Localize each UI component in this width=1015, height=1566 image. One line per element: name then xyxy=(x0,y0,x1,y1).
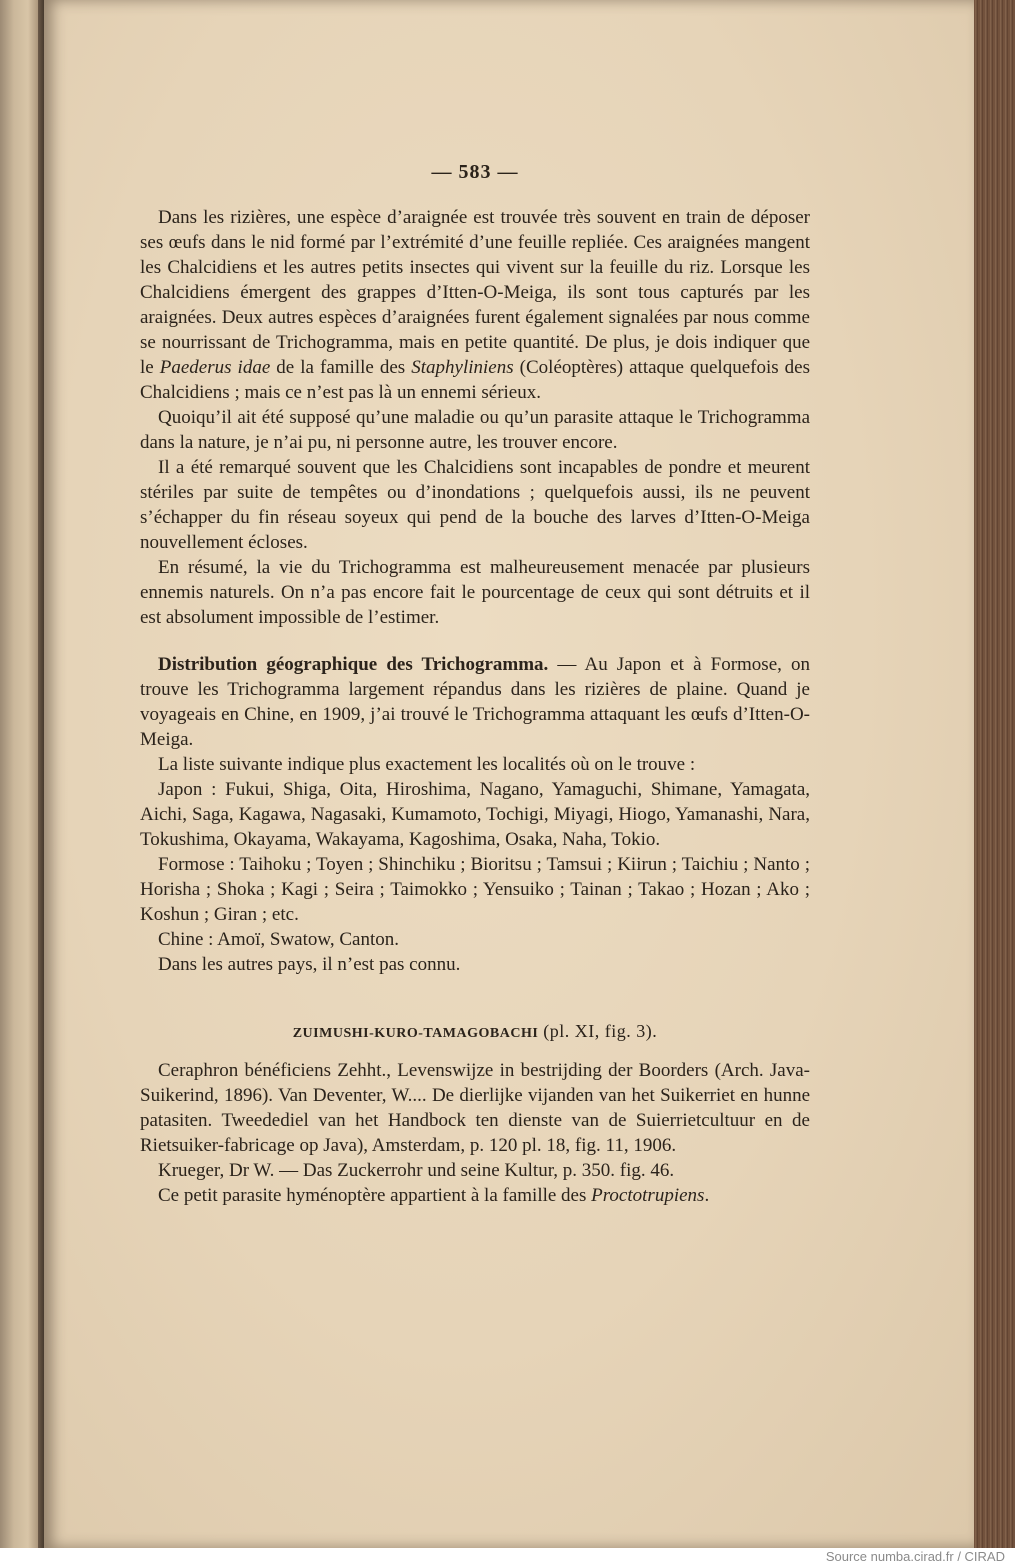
reference-ceraphron: Ceraphron bénéficiens Zehht., Levenswijze in bestrijding der Boorders (Arch. Java-Suikerind, 1896). Van Deventer, W.... De dierlijke vijanden van het Suikerriet en hunne patasiten. Tweedediel van het Handbock ten dienste van de Suierrietcultuur en de Rietsuiker-fabricage op Java), Amsterdam, p. 120 pl. 18, fig. 11, 1906. xyxy=(140,1060,810,1156)
page-stack-edge xyxy=(974,0,1015,1548)
localities-chine: Chine : Amoï, Swatow, Canton. xyxy=(158,929,400,950)
source-credit: Source numba.cirad.fr / CIRAD xyxy=(825,1549,1005,1564)
page-number: — 583 — xyxy=(431,161,519,183)
italic-proctotrupiens: Proctotrupiens xyxy=(591,1185,705,1206)
left-page-edge xyxy=(0,0,40,1548)
paragraph-chalcidiens: Il a été remarqué souvent que les Chalcidiens sont incapables de pondre et meurent stériles par suite de tempêtes ou d’inondations ; quelquefois aussi, ils ne peuvent s’échapper du fin réseau soyeux qui pend de la bouche des larves d’Itten-O-Meiga nouvellement écloses. xyxy=(140,457,810,553)
paragraph-maladie: Quoiqu’il ait été supposé qu’une maladie ou qu’un parasite attaque le Trichogramma dans la nature, je n’ai pu, ni personne autre, les trouver encore. xyxy=(140,407,810,453)
localities-formose: Formose : Taihoku ; Toyen ; Shinchiku ; Bioritsu ; Tamsui ; Kiirun ; Taichiu ; Nanto ; Horisha ; Shoka ; Kagi ; Seira ; Taimokko ; Yensuiko ; Tainan ; Takao ; Hozan ; Ako ; Koshun ; Giran ; etc. xyxy=(140,854,810,925)
page-text xyxy=(140,160,810,1208)
list-intro: La liste suivante indique plus exactement les localités où on le trouve : xyxy=(158,754,696,775)
paragraph-araignees: Dans les rizières, une espèce d’araignée est trouvée très souvent en train de déposer ses œufs dans le nid formé par l’extrémité d’une feuille repliée. Ces araignées mangent les Chalcidiens et les autres petits insectes qui vivent sur la feuille du riz. Lorsque les Chalcidiens émergent des grappes d’Itten-O-Meiga, ils sont tous capturés par les araignées. Deux autres espèces d’araignées furent également signalées par nous comme se nourrissant de Trichogramma, mais en petite quantité. De plus, je dois indiquer que le Paederus idae de la famille des Staphyliniens (Coléoptères) attaque quelquefois des Chalcidiens ; mais ce n’est pas là un ennemi sérieux. xyxy=(140,207,811,403)
reference-krueger: Krueger, Dr W. — Das Zuckerrohr und seine Kultur, p. 350. fig. 46. xyxy=(158,1160,675,1181)
section-heading-zuimushi: ZUIMUSHI-KURO-TAMAGOBACHI (pl. XI, fig. 3). xyxy=(292,1021,658,1041)
paragraph-proctotrupiens: Ce petit parasite hyménoptère appartient à la famille des Proctotrupiens. xyxy=(158,1185,710,1206)
localities-autres: Dans les autres pays, il n’est pas connu. xyxy=(158,954,461,975)
italic-paederus: Paederus idae xyxy=(159,357,271,378)
paragraph-distribution: Distribution géographique des Trichogramma. — Au Japon et à Formose, on trouve les Trichogramma largement répandus dans les rizières de plaine. Quand je voyageais en Chine, en 1909, j’ai trouvé le Trichogramma attaquant les œufs d’Itten-O-Meiga. xyxy=(140,654,810,750)
paragraph-resume: En résumé, la vie du Trichogramma est malheureusement menacée par plusieurs ennemis naturels. On n’a pas encore fait le pourcentage de ceux qui sont détruits et il est absolument impossible de l’estimer. xyxy=(140,557,810,628)
localities-japon: Japon : Fukui, Shiga, Oita, Hiroshima, Nagano, Yamaguchi, Shimane, Yamagata, Aichi, Saga, Kagawa, Nagasaki, Kumamoto, Tochigi, Miyagi, Hiogo, Yamanashi, Nara, Tokushima, Okayama, Wakayama, Kagoshima, Osaka, Naha, Tokio. xyxy=(140,779,810,850)
distribution-heading: Distribution géographique des Trichogramma. xyxy=(158,654,549,675)
italic-staphyliniens: Staphyliniens xyxy=(411,357,514,378)
